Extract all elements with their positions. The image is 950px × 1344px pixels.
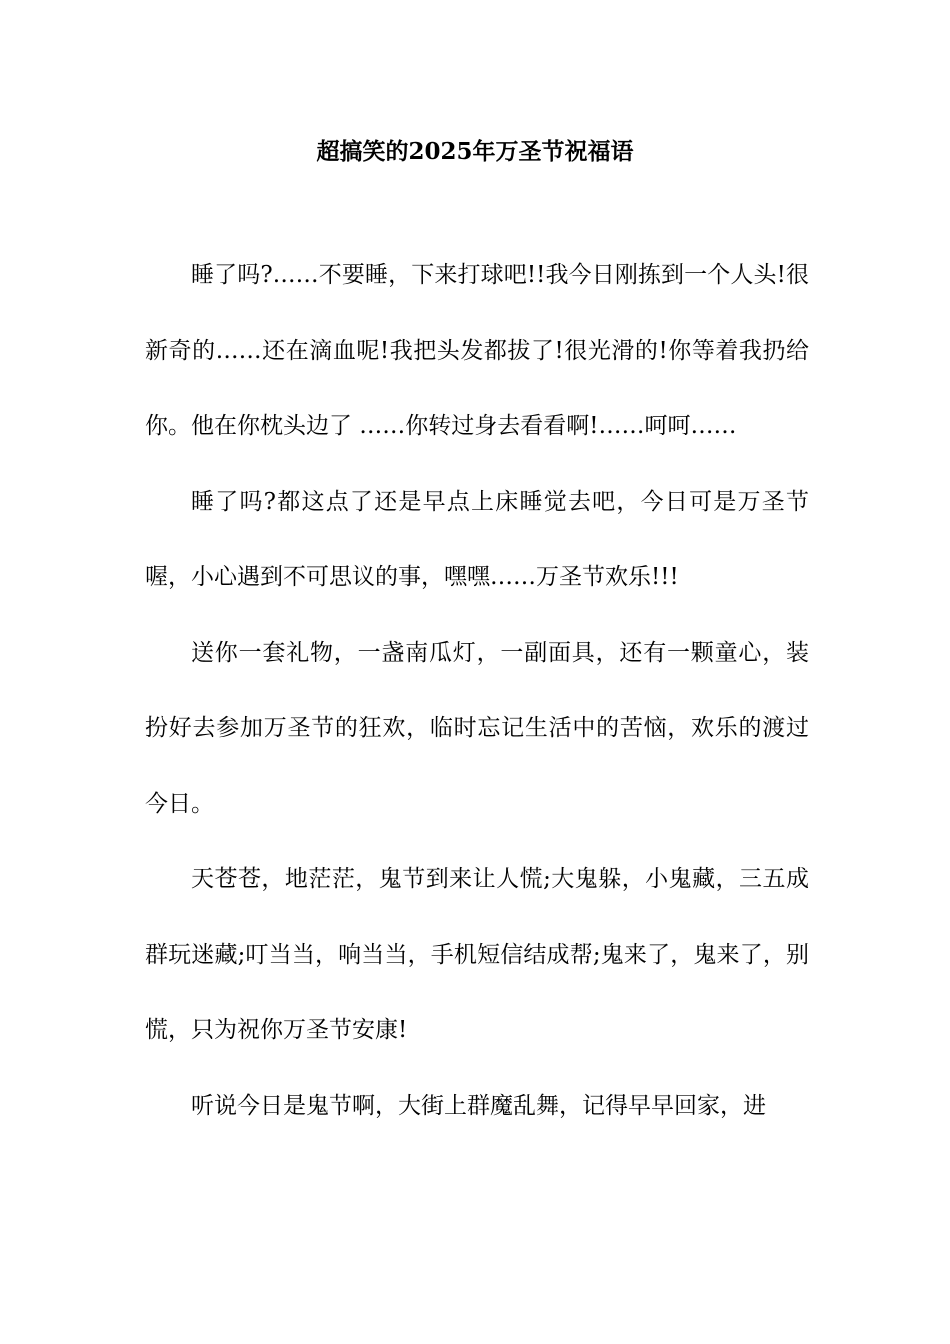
document-title: 超搞笑的2025年万圣节祝福语 [316,138,634,165]
paragraph-3: 送你一套礼物，一盏南瓜灯，一副面具，还有一颗童心，装扮好去参加万圣节的狂欢，临时忘记生活中的苦恼，欢乐的渡过今日。 [145,639,809,817]
document-body [145,257,809,1144]
paragraph-2: 睡了吗?都这点了还是早点上床睡觉去吧，今日可是万圣节喔，小心遇到不可思议的事，嘿嘿……万圣节欢乐!!! [145,488,809,590]
paragraph-1: 睡了吗?……不要睡，下来打球吧!!我今日刚拣到一个人头!很新奇的……还在滴血呢!我把头发都拔了!很光滑的!你等着我扔给你。他在你枕头边了 ……你转过身去看看啊!……呵呵…… [145,262,809,439]
paragraph-4: 天苍苍，地茫茫，鬼节到来让人慌;大鬼躲，小鬼藏，三五成群玩迷藏;叮当当，响当当，手机短信结成帮;鬼来了，鬼来了，别慌，只为祝你万圣节安康! [145,866,809,1043]
paragraph-5: 听说今日是鬼节啊，大街上群魔乱舞，记得早早回家，进 [191,1092,766,1119]
